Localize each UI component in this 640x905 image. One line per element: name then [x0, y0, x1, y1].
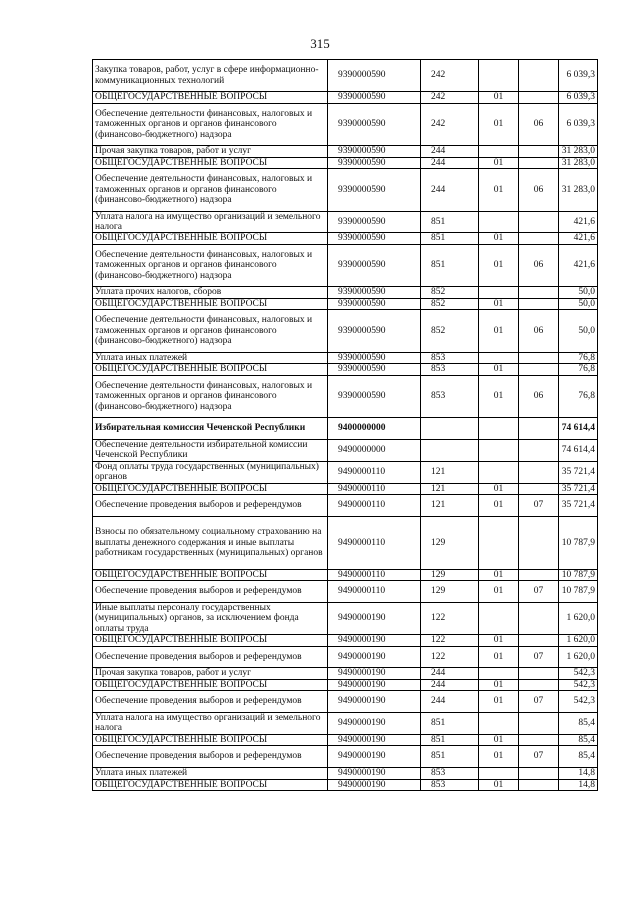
- table-row: [93, 569, 598, 580]
- row-amount-cell: 35 721,4: [559, 461, 598, 483]
- table-row: [93, 287, 598, 298]
- row-amount-cell: 31 283,0: [559, 157, 598, 168]
- row-subsection-cell: [519, 768, 559, 779]
- row-target-article-cell: 9490000190: [328, 779, 421, 790]
- row-section-cell: 01: [479, 364, 519, 375]
- row-section-cell: 01: [479, 310, 519, 353]
- row-amount-cell: 85,4: [559, 746, 598, 768]
- row-amount-cell: 1 620,0: [559, 603, 598, 635]
- row-section-cell: 01: [479, 569, 519, 580]
- table-row: [93, 364, 598, 375]
- row-name-cell: Прочая закупка товаров, работ и услуг: [93, 146, 328, 157]
- row-name-cell: Обеспечение проведения выборов и референдумов: [93, 581, 328, 603]
- row-amount-cell: 421,6: [559, 244, 598, 287]
- row-amount-cell: 14,8: [559, 779, 598, 790]
- row-section-cell: [479, 516, 519, 569]
- table-row: [93, 352, 598, 363]
- row-amount-cell: 14,8: [559, 768, 598, 779]
- row-section-cell: [479, 768, 519, 779]
- table-row: [93, 157, 598, 168]
- row-name-cell: Обеспечение деятельности финансовых, налоговых и таможенных органов и органов финансового (финансово-бюджетного) надзора: [93, 310, 328, 353]
- row-target-article-cell: 9390000590: [328, 146, 421, 157]
- row-expense-type-cell: 851: [421, 713, 479, 735]
- row-amount-cell: 50,0: [559, 287, 598, 298]
- table-row: [93, 691, 598, 713]
- row-expense-type-cell: 242: [421, 103, 479, 146]
- row-name-cell: Взносы по обязательному социальному страхованию на выплаты денежного содержания и иные выплаты работникам государственных (муниципальных) органов: [93, 516, 328, 569]
- row-target-article-cell: 9490000190: [328, 734, 421, 745]
- row-target-article-cell: 9490000110: [328, 569, 421, 580]
- row-target-article-cell: 9390000590: [328, 60, 421, 92]
- row-amount-cell: 85,4: [559, 734, 598, 745]
- row-amount-cell: 85,4: [559, 713, 598, 735]
- row-name-cell: ОБЩЕГОСУДАРСТВЕННЫЕ ВОПРОСЫ: [93, 157, 328, 168]
- row-subsection-cell: [519, 713, 559, 735]
- row-amount-cell: 10 787,9: [559, 581, 598, 603]
- table-row: [93, 713, 598, 735]
- row-expense-type-cell: 121: [421, 495, 479, 517]
- row-name-cell: ОБЩЕГОСУДАРСТВЕННЫЕ ВОПРОСЫ: [93, 734, 328, 745]
- row-expense-type-cell: 129: [421, 516, 479, 569]
- row-expense-type-cell: 122: [421, 603, 479, 635]
- row-subsection-cell: [519, 233, 559, 244]
- row-subsection-cell: [519, 635, 559, 646]
- table-row: [93, 668, 598, 679]
- row-target-article-cell: 9390000590: [328, 169, 421, 212]
- row-amount-cell: 542,3: [559, 691, 598, 713]
- row-target-article-cell: 9490000190: [328, 646, 421, 668]
- row-expense-type-cell: 852: [421, 310, 479, 353]
- row-expense-type-cell: 244: [421, 157, 479, 168]
- row-target-article-cell: 9490000110: [328, 483, 421, 494]
- row-amount-cell: 76,8: [559, 375, 598, 418]
- row-name-cell: ОБЩЕГОСУДАРСТВЕННЫЕ ВОПРОСЫ: [93, 233, 328, 244]
- row-expense-type-cell: 853: [421, 779, 479, 790]
- row-expense-type-cell: 242: [421, 60, 479, 92]
- row-expense-type-cell: 129: [421, 581, 479, 603]
- row-subsection-cell: [519, 461, 559, 483]
- row-subsection-cell: 06: [519, 169, 559, 212]
- row-name-cell: Уплата иных платежей: [93, 352, 328, 363]
- table-row: [93, 483, 598, 494]
- row-target-article-cell: 9390000590: [328, 92, 421, 103]
- row-target-article-cell: 9390000590: [328, 375, 421, 418]
- table-row: [93, 461, 598, 483]
- row-target-article-cell: 9490000190: [328, 768, 421, 779]
- row-name-cell: Закупка товаров, работ, услуг в сфере информационно-коммуникационных технологий: [93, 60, 328, 92]
- row-amount-cell: 421,6: [559, 233, 598, 244]
- table-row: [93, 233, 598, 244]
- row-subsection-cell: 07: [519, 581, 559, 603]
- row-target-article-cell: 9490000190: [328, 603, 421, 635]
- row-subsection-cell: [519, 211, 559, 233]
- row-name-cell: Избирательная комиссия Чеченской Республики: [93, 418, 328, 440]
- row-amount-cell: 6 039,3: [559, 103, 598, 146]
- row-section-cell: 01: [479, 233, 519, 244]
- row-section-cell: [479, 668, 519, 679]
- row-subsection-cell: 06: [519, 310, 559, 353]
- row-expense-type-cell: 122: [421, 635, 479, 646]
- row-subsection-cell: 07: [519, 495, 559, 517]
- row-expense-type-cell: 853: [421, 352, 479, 363]
- row-expense-type-cell: 121: [421, 483, 479, 494]
- row-expense-type-cell: 122: [421, 646, 479, 668]
- table-row: [93, 60, 598, 92]
- row-target-article-cell: 9390000590: [328, 364, 421, 375]
- table-row: [93, 375, 598, 418]
- row-section-cell: 01: [479, 495, 519, 517]
- row-expense-type-cell: 852: [421, 287, 479, 298]
- table-row: [93, 734, 598, 745]
- row-section-cell: 01: [479, 244, 519, 287]
- row-name-cell: Уплата налога на имущество организаций и земельного налога: [93, 713, 328, 735]
- table-row: [93, 146, 598, 157]
- row-subsection-cell: [519, 603, 559, 635]
- row-subsection-cell: 07: [519, 746, 559, 768]
- row-section-cell: 01: [479, 157, 519, 168]
- row-target-article-cell: 9390000590: [328, 157, 421, 168]
- row-section-cell: [479, 713, 519, 735]
- row-target-article-cell: 9390000590: [328, 310, 421, 353]
- row-expense-type-cell: [421, 418, 479, 440]
- row-amount-cell: 1 620,0: [559, 646, 598, 668]
- table-row: [93, 646, 598, 668]
- row-subsection-cell: [519, 668, 559, 679]
- row-target-article-cell: 9490000190: [328, 746, 421, 768]
- table-row: [93, 679, 598, 690]
- row-target-article-cell: 9490000000: [328, 440, 421, 462]
- row-target-article-cell: 9490000110: [328, 516, 421, 569]
- row-amount-cell: 542,3: [559, 679, 598, 690]
- table-row: [93, 779, 598, 790]
- row-amount-cell: 10 787,9: [559, 516, 598, 569]
- row-expense-type-cell: 129: [421, 569, 479, 580]
- row-target-article-cell: 9490000190: [328, 668, 421, 679]
- row-amount-cell: 50,0: [559, 310, 598, 353]
- row-target-article-cell: 9390000590: [328, 244, 421, 287]
- row-target-article-cell: 9490000110: [328, 581, 421, 603]
- row-section-cell: [479, 461, 519, 483]
- row-target-article-cell: 9490000190: [328, 679, 421, 690]
- row-amount-cell: 31 283,0: [559, 146, 598, 157]
- row-subsection-cell: [519, 483, 559, 494]
- row-subsection-cell: [519, 157, 559, 168]
- row-expense-type-cell: 244: [421, 169, 479, 212]
- row-name-cell: Обеспечение проведения выборов и референдумов: [93, 746, 328, 768]
- row-name-cell: Прочая закупка товаров, работ и услуг: [93, 668, 328, 679]
- row-name-cell: Обеспечение проведения выборов и референдумов: [93, 646, 328, 668]
- table-row: [93, 310, 598, 353]
- row-name-cell: Обеспечение деятельности финансовых, налоговых и таможенных органов и органов финансового (финансово-бюджетного) надзора: [93, 244, 328, 287]
- row-name-cell: Обеспечение деятельности избирательной комиссии Чеченской Республики: [93, 440, 328, 462]
- row-target-article-cell: 9390000590: [328, 287, 421, 298]
- row-expense-type-cell: 242: [421, 92, 479, 103]
- row-subsection-cell: 06: [519, 375, 559, 418]
- row-amount-cell: 35 721,4: [559, 483, 598, 494]
- row-name-cell: ОБЩЕГОСУДАРСТВЕННЫЕ ВОПРОСЫ: [93, 483, 328, 494]
- row-amount-cell: 421,6: [559, 211, 598, 233]
- row-section-cell: 01: [479, 375, 519, 418]
- row-target-article-cell: 9490000190: [328, 713, 421, 735]
- row-amount-cell: 76,8: [559, 364, 598, 375]
- row-expense-type-cell: 244: [421, 146, 479, 157]
- row-section-cell: [479, 287, 519, 298]
- row-section-cell: 01: [479, 779, 519, 790]
- table-row: [93, 211, 598, 233]
- row-section-cell: 01: [479, 581, 519, 603]
- row-subsection-cell: [519, 92, 559, 103]
- row-target-article-cell: 9400000000: [328, 418, 421, 440]
- row-name-cell: ОБЩЕГОСУДАРСТВЕННЫЕ ВОПРОСЫ: [93, 635, 328, 646]
- row-name-cell: ОБЩЕГОСУДАРСТВЕННЫЕ ВОПРОСЫ: [93, 779, 328, 790]
- row-target-article-cell: 9490000190: [328, 635, 421, 646]
- table-row: [93, 495, 598, 517]
- table-row: [93, 418, 598, 440]
- table-row: [93, 581, 598, 603]
- row-amount-cell: 10 787,9: [559, 569, 598, 580]
- row-subsection-cell: 06: [519, 244, 559, 287]
- row-name-cell: Обеспечение деятельности финансовых, налоговых и таможенных органов и органов финансового (финансово-бюджетного) надзора: [93, 103, 328, 146]
- row-expense-type-cell: 851: [421, 211, 479, 233]
- row-section-cell: 01: [479, 691, 519, 713]
- row-name-cell: Обеспечение деятельности финансовых, налоговых и таможенных органов и органов финансового (финансово-бюджетного) надзора: [93, 375, 328, 418]
- row-section-cell: [479, 418, 519, 440]
- row-name-cell: Обеспечение проведения выборов и референдумов: [93, 495, 328, 517]
- row-section-cell: 01: [479, 103, 519, 146]
- budget-table-body: [93, 60, 598, 791]
- row-amount-cell: 1 620,0: [559, 635, 598, 646]
- row-amount-cell: 74 614,4: [559, 418, 598, 440]
- row-subsection-cell: [519, 516, 559, 569]
- row-amount-cell: 76,8: [559, 352, 598, 363]
- row-name-cell: ОБЩЕГОСУДАРСТВЕННЫЕ ВОПРОСЫ: [93, 364, 328, 375]
- row-subsection-cell: [519, 679, 559, 690]
- row-amount-cell: 35 721,4: [559, 495, 598, 517]
- table-row: [93, 516, 598, 569]
- row-expense-type-cell: 851: [421, 244, 479, 287]
- row-subsection-cell: [519, 779, 559, 790]
- row-amount-cell: 542,3: [559, 668, 598, 679]
- row-subsection-cell: 06: [519, 103, 559, 146]
- table-row: [93, 92, 598, 103]
- row-name-cell: Уплата прочих налогов, сборов: [93, 287, 328, 298]
- row-name-cell: ОБЩЕГОСУДАРСТВЕННЫЕ ВОПРОСЫ: [93, 92, 328, 103]
- row-subsection-cell: [519, 569, 559, 580]
- row-section-cell: [479, 440, 519, 462]
- row-expense-type-cell: 851: [421, 233, 479, 244]
- row-expense-type-cell: 853: [421, 375, 479, 418]
- row-section-cell: 01: [479, 483, 519, 494]
- row-section-cell: 01: [479, 92, 519, 103]
- row-section-cell: [479, 60, 519, 92]
- row-section-cell: [479, 603, 519, 635]
- row-target-article-cell: 9490000110: [328, 461, 421, 483]
- row-expense-type-cell: 853: [421, 768, 479, 779]
- row-name-cell: Уплата иных платежей: [93, 768, 328, 779]
- row-amount-cell: 31 283,0: [559, 169, 598, 212]
- row-subsection-cell: [519, 352, 559, 363]
- row-target-article-cell: 9390000590: [328, 211, 421, 233]
- row-expense-type-cell: 852: [421, 298, 479, 309]
- row-expense-type-cell: 244: [421, 691, 479, 713]
- row-name-cell: Уплата налога на имущество организаций и земельного налога: [93, 211, 328, 233]
- row-expense-type-cell: 851: [421, 734, 479, 745]
- table-row: [93, 768, 598, 779]
- row-subsection-cell: 07: [519, 646, 559, 668]
- table-row: [93, 169, 598, 212]
- row-target-article-cell: 9390000590: [328, 103, 421, 146]
- row-expense-type-cell: 244: [421, 668, 479, 679]
- row-target-article-cell: 9390000590: [328, 352, 421, 363]
- row-name-cell: Фонд оплаты труда государственных (муниципальных) органов: [93, 461, 328, 483]
- row-expense-type-cell: 244: [421, 679, 479, 690]
- row-subsection-cell: [519, 146, 559, 157]
- row-subsection-cell: [519, 298, 559, 309]
- row-subsection-cell: [519, 418, 559, 440]
- row-name-cell: Обеспечение проведения выборов и референдумов: [93, 691, 328, 713]
- table-row: [93, 440, 598, 462]
- row-name-cell: ОБЩЕГОСУДАРСТВЕННЫЕ ВОПРОСЫ: [93, 569, 328, 580]
- row-expense-type-cell: 853: [421, 364, 479, 375]
- row-expense-type-cell: 851: [421, 746, 479, 768]
- table-row: [93, 635, 598, 646]
- row-name-cell: Иные выплаты персоналу государственных (муниципальных) органов, за исключением фонда оплаты труда: [93, 603, 328, 635]
- row-target-article-cell: 9490000110: [328, 495, 421, 517]
- row-section-cell: 01: [479, 635, 519, 646]
- row-subsection-cell: [519, 440, 559, 462]
- row-name-cell: ОБЩЕГОСУДАРСТВЕННЫЕ ВОПРОСЫ: [93, 298, 328, 309]
- row-name-cell: Обеспечение деятельности финансовых, налоговых и таможенных органов и органов финансового (финансово-бюджетного) надзора: [93, 169, 328, 212]
- row-section-cell: 01: [479, 734, 519, 745]
- row-section-cell: 01: [479, 746, 519, 768]
- row-section-cell: 01: [479, 646, 519, 668]
- row-subsection-cell: [519, 287, 559, 298]
- row-section-cell: [479, 211, 519, 233]
- budget-table: [92, 59, 598, 791]
- row-target-article-cell: 9390000590: [328, 298, 421, 309]
- row-amount-cell: 6 039,3: [559, 92, 598, 103]
- row-section-cell: [479, 352, 519, 363]
- row-target-article-cell: 9490000190: [328, 691, 421, 713]
- row-amount-cell: 74 614,4: [559, 440, 598, 462]
- row-subsection-cell: 07: [519, 691, 559, 713]
- row-amount-cell: 50,0: [559, 298, 598, 309]
- page-number: 315: [310, 36, 330, 51]
- row-section-cell: [479, 146, 519, 157]
- table-row: [93, 746, 598, 768]
- table-row: [93, 103, 598, 146]
- row-target-article-cell: 9390000590: [328, 233, 421, 244]
- row-subsection-cell: [519, 734, 559, 745]
- row-section-cell: 01: [479, 679, 519, 690]
- table-row: [93, 603, 598, 635]
- row-subsection-cell: [519, 60, 559, 92]
- row-amount-cell: 6 039,3: [559, 60, 598, 92]
- table-row: [93, 244, 598, 287]
- table-row: [93, 298, 598, 309]
- row-expense-type-cell: 121: [421, 461, 479, 483]
- row-expense-type-cell: [421, 440, 479, 462]
- row-name-cell: ОБЩЕГОСУДАРСТВЕННЫЕ ВОПРОСЫ: [93, 679, 328, 690]
- row-section-cell: 01: [479, 169, 519, 212]
- row-subsection-cell: [519, 364, 559, 375]
- row-section-cell: 01: [479, 298, 519, 309]
